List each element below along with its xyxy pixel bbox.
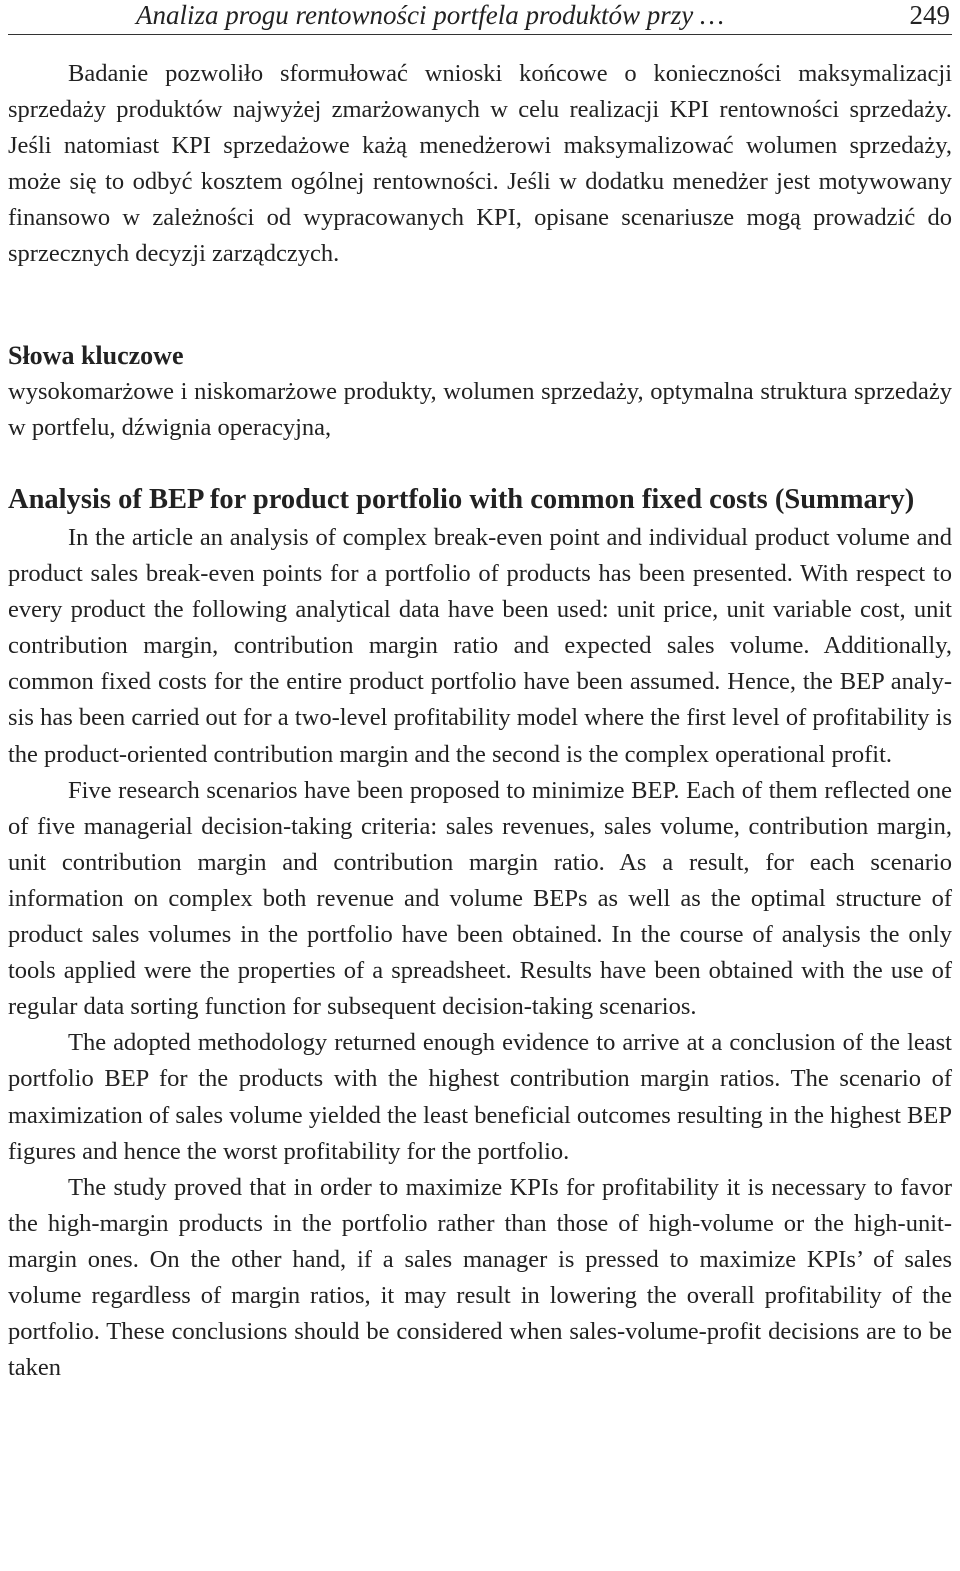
intro-section [8, 56, 952, 272]
keywords-heading: Słowa kluczowe [8, 341, 184, 370]
running-title: Analiza progu rentowności portfela produktów przy … [136, 0, 725, 30]
summary-paragraph: Five research scenarios have been proposed to minimize BEP. Each of them reflected one of five managerial decision-taking criteria: sales revenues, sales volume, contribution margin, unit contribution margin and contribution margin ratio. As a result, for each scenario information on complex both revenue and volume BEPs as well as the optimal structure of product sales volumes in the portfolio have been obtained. In the course of analysis the only tools applied were the properties of a spreadsheet. Results have been obtained with the use of regular data sorting function for subsequent decision-taking scenarios. [8, 776, 952, 1021]
summary-paragraph: In the article an analysis of complex break-even point and individual product volume and product sales break-even points for a portfolio of products has been presented. With respect to every product the following analytical data have been used: unit price, unit variable cost, unit contribution margin, contribution margin ratio and expected sales volume. Additionally, common fixed costs for the entire product portfolio have been assumed. Hence, the BEP analysis has been carried out for a two-level profitability model where the first level of profitability is the product-oriented contribution margin and the second is the complex operational profit. [8, 524, 952, 768]
page-number: 249 [909, 0, 950, 30]
intro-paragraph: Badanie pozwoliło sformułować wnioski końcowe o konieczności maksymalizacji sprzedaży produktów najwyżej zmarżowanych w celu realizacji KPI rentowności sprzedaży. Jeśli natomiast KPI sprzedażowe każą menedżerowi maksymalizować wolumen sprzedaży, może się to odbyć kosztem ogólnej rentowności. Jeśli w dodatku menedżer jest motywowany finansowo w zależności od wypracowanych KPI, opisane scenariusze mogą prowadzić do sprzecznych decyzji zarządczych. [8, 60, 952, 267]
summary-section [8, 480, 952, 1386]
running-header [8, 0, 952, 35]
summary-paragraph: The study proved that in order to maximize KPIs for profitability it is necessary to favor the high-margin products in the portfolio rather than those of high-volume or the high-unit-margin ones. On the other hand, if a sales manager is pressed to maximize KPIs’ of sales volume regardless of margin ratios, it may result in lowering the overall profitability of the portfolio. These conclusions should be considered when sales-volume-profit decisions are to be taken [8, 1173, 952, 1382]
summary-title: Analysis of BEP for product portfolio with common fixed costs (Summary) [8, 484, 915, 515]
summary-paragraph: The adopted methodology returned enough evidence to arrive at a conclusion of the least portfolio BEP for the products with the highest contribution margin ratios. The scenario of maximization of sales volume yielded the least beneficial outcomes resulting in the highest BEP figures and hence the worst profitability for the portfolio. [8, 1029, 952, 1165]
keywords-section [8, 338, 952, 446]
keywords-text: wysokomarżowe i niskomarżowe produkty, wolumen sprzedaży, optymalna struktura sprzedaży w portfelu, dźwignia operacyjna, [8, 378, 952, 441]
summary-body [8, 520, 952, 1386]
